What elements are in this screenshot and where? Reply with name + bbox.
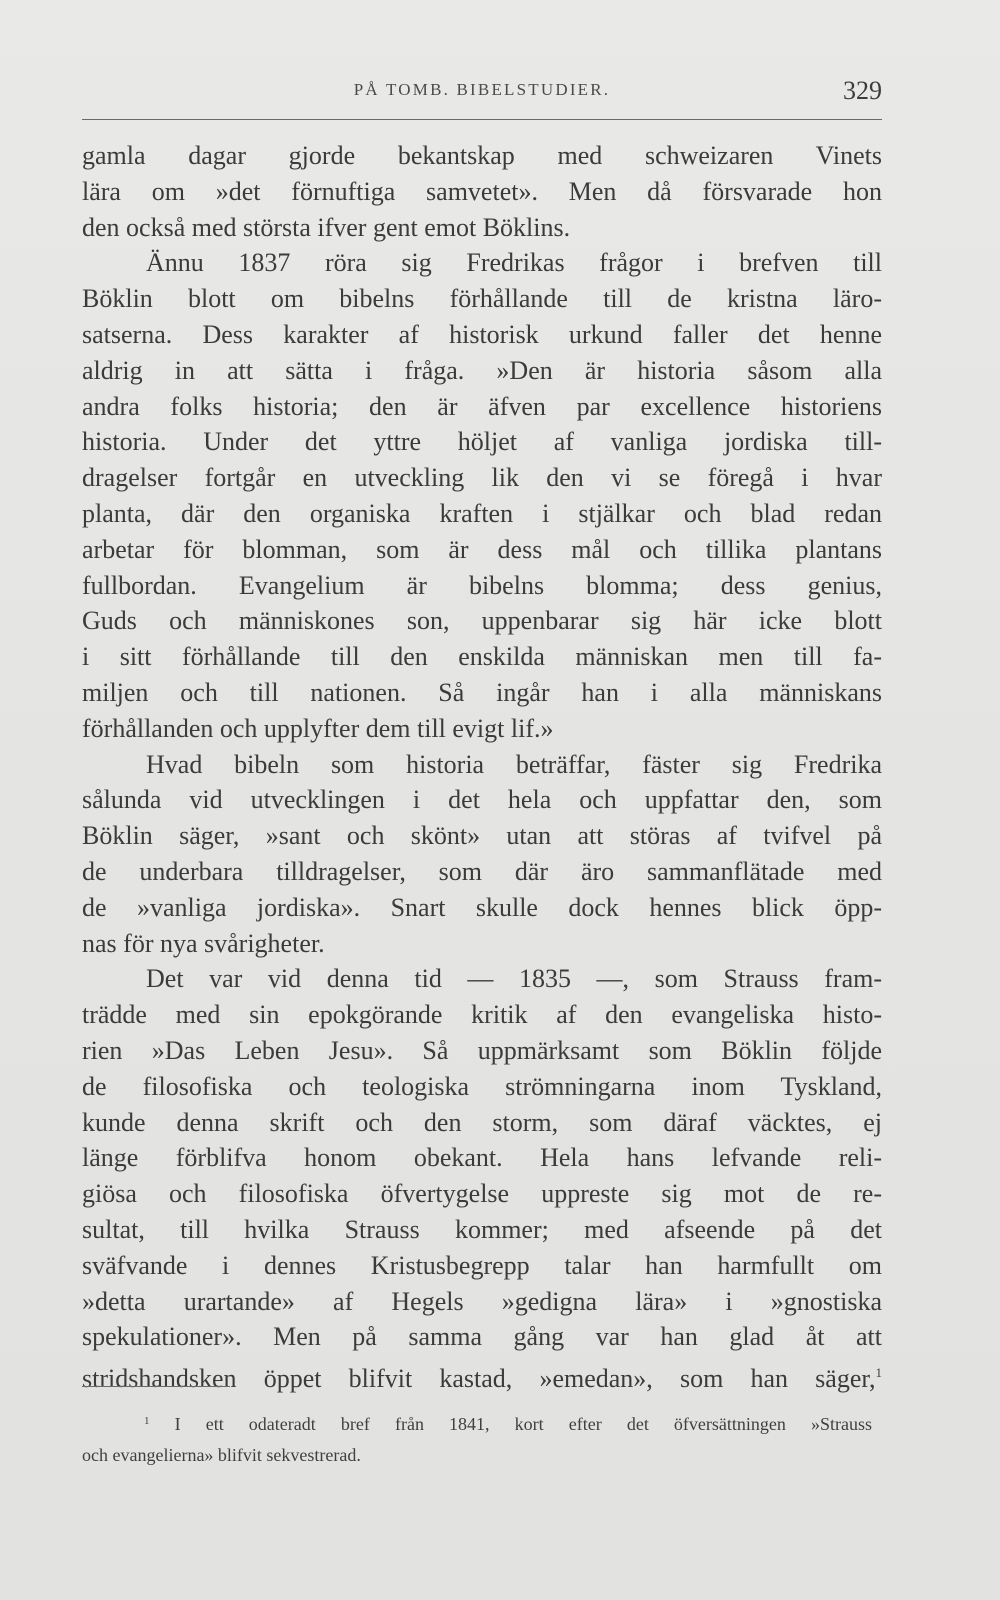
footnote-text: I ett odateradt bref från 1841, kort efter det öfversättningen »Strauss	[174, 1414, 873, 1434]
text-line: Det var vid denna tid — 1835 —, som Strauss fram-	[146, 964, 882, 994]
text-line: satserna. Dess karakter af historisk urkund faller det henne	[82, 319, 882, 349]
text-line: fullbordan. Evangelium är bibelns blomma; dess genius,	[82, 570, 882, 600]
text-line: aldrig in att sätta i fråga. »Den är historia såsom alla	[82, 355, 882, 385]
text-line: kunde denna skrift och den storm, som däraf väcktes, ej	[82, 1107, 882, 1137]
text-line: miljen och till nationen. Så ingår han i alla människans	[82, 677, 882, 707]
text-line: Hvad bibeln som historia beträffar, fäster sig Fredrika	[146, 749, 882, 779]
footnote-line	[82, 1404, 872, 1438]
page-number: 329	[843, 76, 882, 105]
text-line: sultat, till hvilka Strauss kommer; med afseende på det	[82, 1214, 882, 1244]
text-line-content: stridshandsken öppet blifvit kastad, »emedan», som han säger,	[82, 1364, 876, 1394]
text-line: historia. Under det yttre höljet af vanliga jordiska till-	[82, 427, 882, 457]
footnote-rule	[82, 1386, 230, 1387]
footnote-reference: 1	[875, 1365, 882, 1381]
header-rule	[82, 119, 882, 120]
text-line: de filosofiska och teologiska strömningarna inom Tyskland,	[82, 1071, 882, 1101]
text-line: i sitt förhållande till den enskilda människan men till fa-	[82, 642, 882, 672]
text-line: spekulationer». Men på samma gång var han glad åt att	[82, 1322, 882, 1352]
footnote-mark: 1	[144, 1415, 150, 1427]
text-line: den också med största ifver gent emot Böklins.	[82, 212, 571, 242]
text-line: länge förblifva honom obekant. Hela hans lefvande reli-	[82, 1143, 882, 1173]
text-line: dragelser fortgår en utveckling lik den vi se föregå i hvar	[82, 463, 882, 493]
text-line: sålunda vid utvecklingen i det hela och uppfattar den, som	[82, 785, 882, 815]
running-head	[82, 76, 882, 116]
text-line: trädde med sin epokgörande kritik af den evangeliska histo-	[82, 1000, 882, 1030]
body-text	[82, 138, 882, 1394]
text-line: gamla dagar gjorde bekantskap med schweizaren Vinets	[82, 141, 882, 170]
text-line: Guds och människones son, uppenbarar sig här icke blott	[82, 606, 882, 636]
footnote	[82, 1404, 872, 1472]
text-line: rien »Das Leben Jesu». Så uppmärksamt som Böklin följde	[82, 1035, 882, 1065]
text-line: de underbara tilldragelser, som där äro sammanflätade med	[82, 856, 882, 886]
text-line: lära om »det förnuftiga samvetet». Men då försvarade hon	[82, 176, 882, 206]
text-line: Ännu 1837 röra sig Fredrikas frågor i brefven till	[146, 248, 882, 278]
text-line: Böklin blott om bibelns förhållande till de kristna läro-	[82, 284, 882, 314]
text-line: de »vanliga jordiska». Snart skulle dock hennes blick öpp-	[82, 892, 882, 922]
text-line: andra folks historia; den är äfven par excellence historiens	[82, 391, 882, 421]
running-title: PÅ TOMB. BIBELSTUDIER.	[353, 80, 611, 99]
text-line: Böklin säger, »sant och skönt» utan att störas af tvifvel på	[82, 821, 882, 851]
text-line: »detta urartande» af Hegels »gedigna lära» i »gnostiska	[82, 1286, 882, 1316]
text-line: planta, där den organiska kraften i stjälkar och blad redan	[82, 498, 882, 528]
text-line: nas för nya svårigheter.	[82, 928, 325, 958]
footnote-line: och evangelierna» blifvit sekvestrerad.	[82, 1445, 361, 1465]
text-line: förhållanden och upplyfter dem till evigt lif.»	[82, 713, 554, 743]
text-line: giösa och filosofiska öfvertygelse uppreste sig mot de re-	[82, 1179, 882, 1209]
text-line: arbetar för blomman, som är dess mål och tillika plantans	[82, 534, 882, 564]
text-line: sväfvande i dennes Kristusbegrepp talar han harmfullt om	[82, 1250, 882, 1280]
